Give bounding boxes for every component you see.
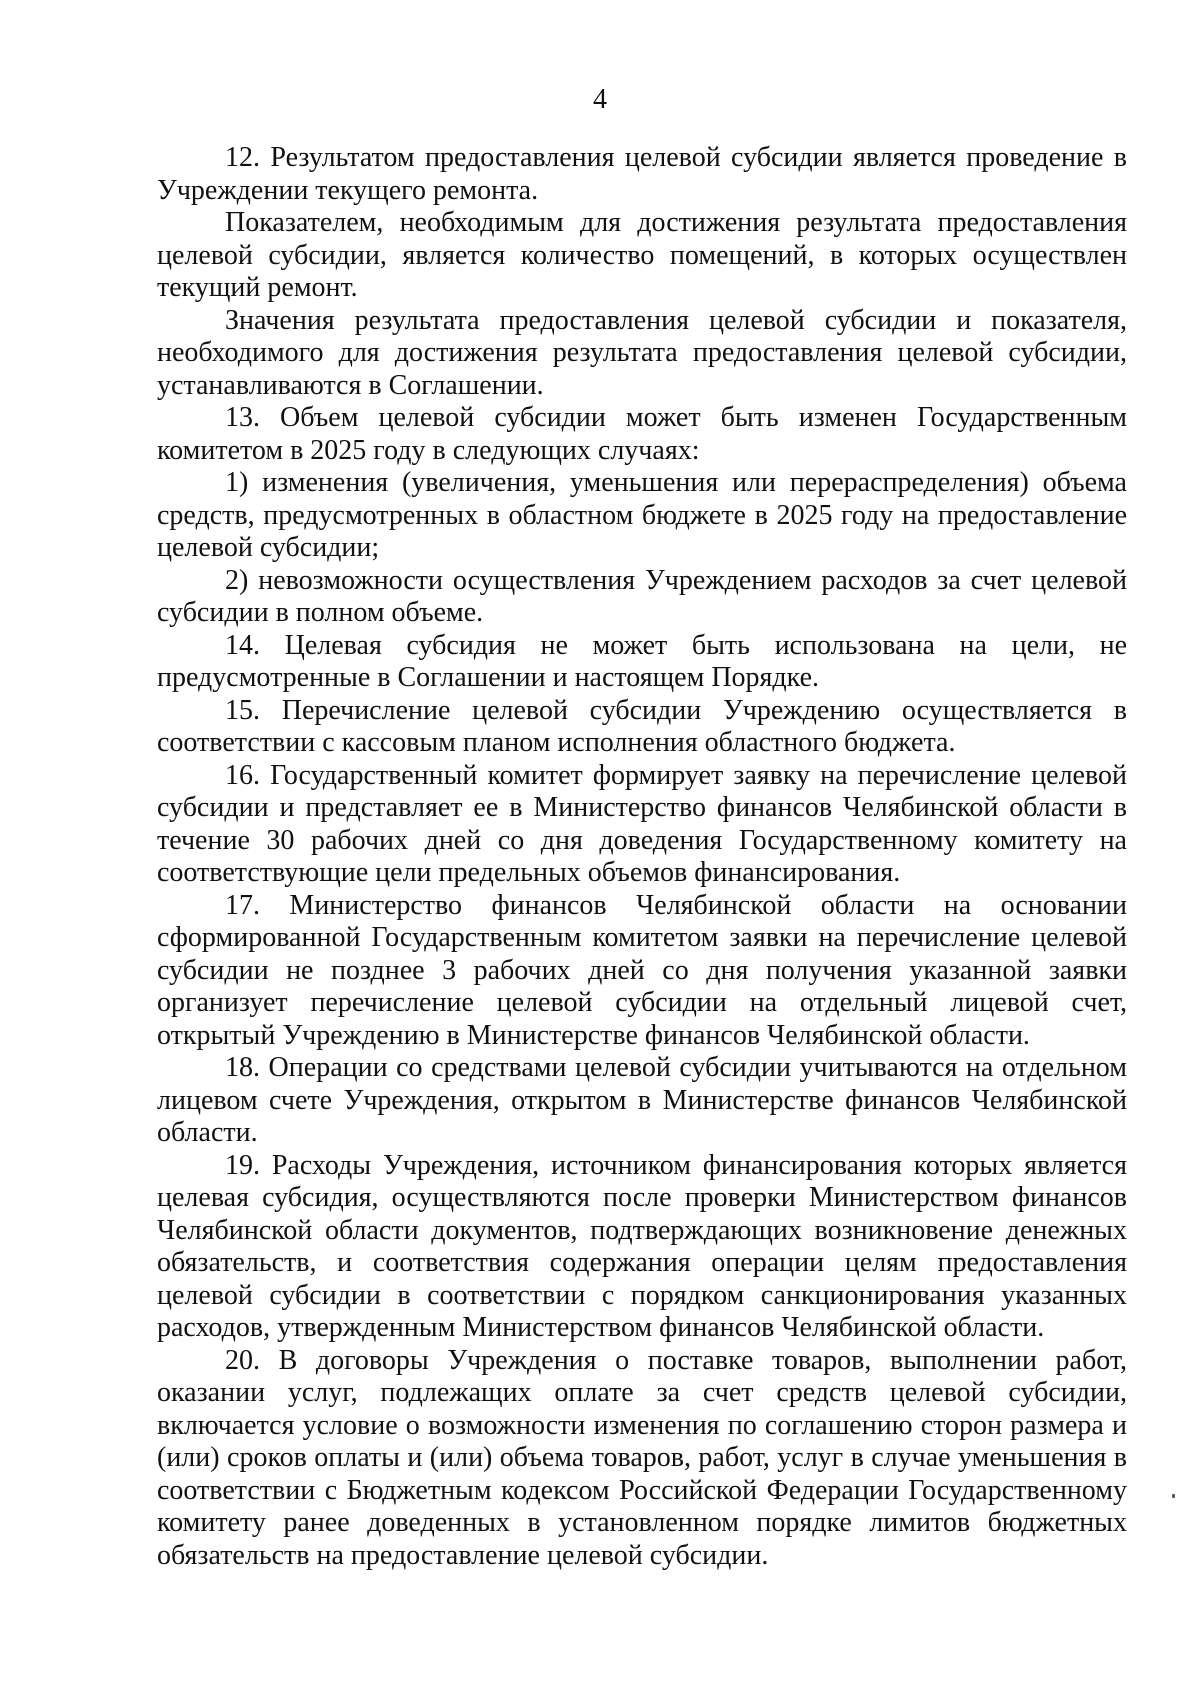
paragraph-12: 12. Результатом предоставления целевой субсидии является проведение в Учреждении текущего ремонта. bbox=[157, 142, 1127, 206]
paragraph-20: 20. В договоры Учреждения о поставке товаров, выполнении работ, оказании услуг, подлежащих оплате за счет средств целевой субсидии, включается условие о возможности изменения по соглашению сторон размера и (или) сроков оплаты и (или) объема товаров, работ, услуг в случае уменьшения в соответствии с Бюджетным кодексом Российской Федерации Государственному комитету ранее доведенных в установленном порядке лимитов бюджетных обязательств на предоставление целевой субсидии. bbox=[157, 1344, 1127, 1571]
document-body bbox=[157, 142, 1127, 1572]
paragraph-13: 13. Объем целевой субсидии может быть изменен Государственным комитетом в 2025 году в следующих случаях: bbox=[157, 402, 1127, 466]
paragraph-19: 19. Расходы Учреждения, источником финансирования которых является целевая субсидия, осуществляются после проверки Министерством финансов Челябинской области документов, подтверждающих возникновение денежных обязательств, и соответствия содержания операции целям предоставления целевой субсидии в соответствии с порядком санкционирования указанных расходов, утвержденным Министерством финансов Челябинской области. bbox=[157, 1149, 1127, 1343]
page-number: 4 bbox=[593, 84, 607, 115]
paragraph-17: 17. Министерство финансов Челябинской области на основании сформированной Государственным комитетом заявки на перечисление целевой субсидии не позднее 3 рабочих дней со дня получения указанной заявки организует перечисление целевой субсидии на отдельный лицевой счет, открытый Учреждению в Министерстве финансов Челябинской области. bbox=[157, 889, 1127, 1051]
paragraph-13-item-2: 2) невозможности осуществления Учреждением расходов за счет целевой субсидии в полном объеме. bbox=[157, 564, 1127, 628]
paragraph-12-indicator: Показателем, необходимым для достижения результата предоставления целевой субсидии, является количество помещений, в которых осуществлен текущий ремонт. bbox=[157, 207, 1127, 303]
paragraph-13-item-1: 1) изменения (увеличения, уменьшения или перераспределения) объема средств, предусмотренных в областном бюджете в 2025 году на предоставление целевой субсидии; bbox=[157, 467, 1127, 563]
paragraph-12-values: Значения результата предоставления целевой субсидии и показателя, необходимого для достижения результата предоставления целевой субсидии, устанавливаются в Соглашении. bbox=[157, 304, 1127, 401]
paragraph-14: 14. Целевая субсидия не может быть использована на цели, не предусмотренные в Соглашении и настоящем Порядке. bbox=[157, 629, 1127, 693]
scan-speck bbox=[1172, 1494, 1175, 1498]
paragraph-18: 18. Операции со средствами целевой субсидии учитываются на отдельном лицевом счете Учреждения, открытом в Министерстве финансов Челябинской области. bbox=[157, 1052, 1127, 1148]
paragraph-16: 16. Государственный комитет формирует заявку на перечисление целевой субсидии и представляет ее в Министерство финансов Челябинской области в течение 30 рабочих дней со дня доведения Государственному комитету на соответствующие цели предельных объемов финансирования. bbox=[157, 759, 1127, 888]
paragraph-15: 15. Перечисление целевой субсидии Учреждению осуществляется в соответствии с кассовым планом исполнения областного бюджета. bbox=[157, 694, 1127, 758]
